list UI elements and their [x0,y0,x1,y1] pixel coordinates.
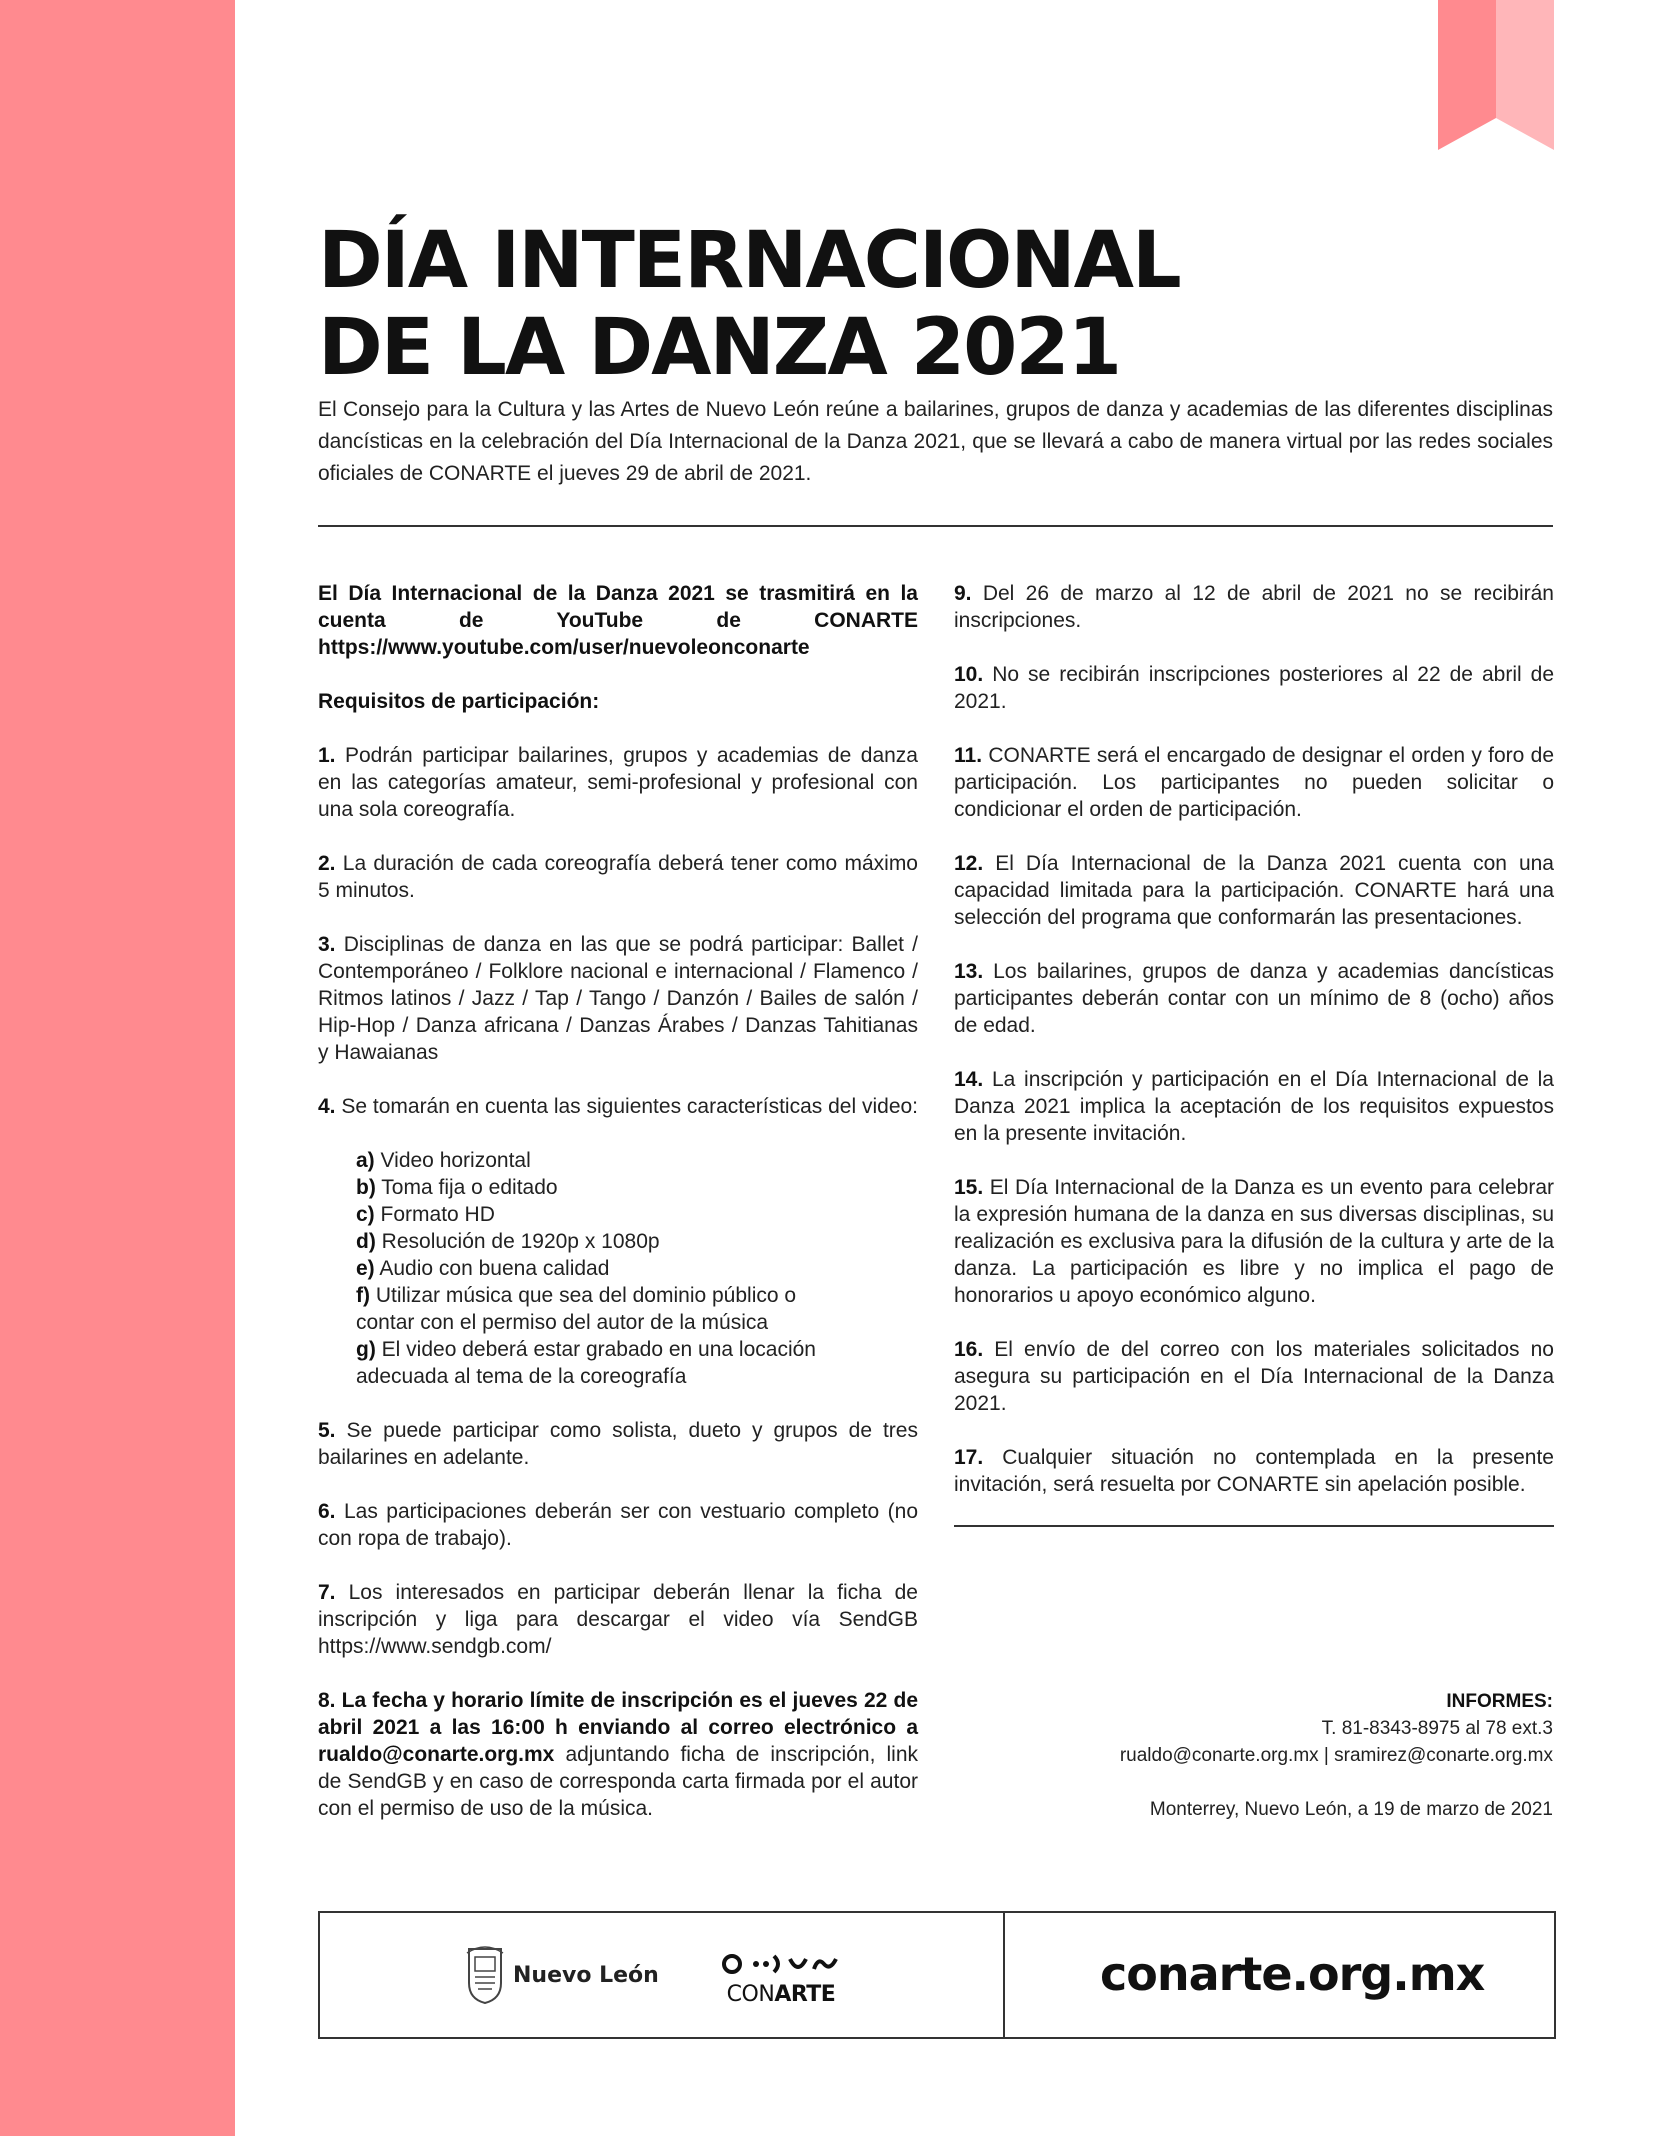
requirement-item-4: 4. Se tomarán en cuenta las siguientes características del video: [318,1095,919,1118]
video-characteristic-item: c) Formato HD [356,1203,495,1226]
video-characteristic-item: b) Toma fija o editado [356,1176,558,1199]
right-column [954,580,1554,1527]
left-accent-bar [0,0,235,2136]
requirement-item-14: 14. La inscripción y participación en el Día Internacional de la Danza 2021 implica la aceptación de los requisitos expuestos en la presente invitación. [954,1068,1554,1145]
video-characteristics-list [318,1147,918,1390]
section-divider [318,525,1553,527]
conarte-symbol-icon [722,1953,840,1975]
requirement-item-5: 5. Se puede participar como solista, dueto y grupos de tres bailarines en adelante. [318,1419,918,1469]
page-title [318,218,1180,392]
intro-paragraph: El Consejo para la Cultura y las Artes de Nuevo León reúne a bailarines, grupos de danza y academias de las diferentes disciplinas dancísticas en la celebración del Día Internacional de la Danza 2021, que se llevará a cabo de manera virtual por las redes sociales oficiales de CONARTE el jueves 29 de abril de 2021. [318,398,1553,485]
requirement-item-9: 9. Del 26 de marzo al 12 de abril de 2021 no se recibirán inscripciones. [954,582,1554,632]
bookmark-ribbon-icon [1438,0,1554,150]
title-line-1: DÍA INTERNACIONAL [318,216,1180,306]
requirement-item-6: 6. Las participaciones deberán ser con vestuario completo (no con ropa de trabajo). [318,1500,918,1550]
informes-emails: rualdo@conarte.org.mx | sramirez@conarte.org.mx [1119,1745,1553,1766]
video-characteristic-continuation: contar con el permiso del autor de la música [356,1311,769,1334]
broadcast-note: El Día Internacional de la Danza 2021 se trasmitirá en la cuenta de YouTube de CONARTE https://www.youtube.com/user/nuevoleonconarte [318,582,918,659]
website-link[interactable]: conarte.org.mx [1100,1947,1485,2001]
video-characteristic-item: f) Utilizar música que sea del dominio público o [356,1284,797,1307]
requirement-item-3: 3. Disciplinas de danza en las que se podrá participar: Ballet / Contemporáneo / Folklore nacional e internacional / Flamenco / Ritmos latinos / Jazz / Tap / Tango / Danzón / Bailes de salón / Hip-Hop / Danza africana / Danzas Árabes / Danzas Tahitianas y Hawaianas [318,933,918,1064]
video-characteristic-item: a) Video horizontal [356,1149,531,1172]
requisitos-heading: Requisitos de participación: [318,690,600,713]
requirement-item-17: 17. Cualquier situación no contemplada en la presente invitación, será resuelta por CONARTE sin apelación posible. [954,1446,1554,1496]
conarte-wordmark: CONARTE [726,1982,836,2007]
nuevo-leon-logo [465,1943,659,2007]
place-and-date: Monterrey, Nuevo León, a 19 de marzo de 2021 [1149,1799,1553,1820]
requirement-item-13: 13. Los bailarines, grupos de danza y academias dancísticas participantes deberán contar con un mínimo de 8 (ocho) años de edad. [954,960,1554,1037]
requirement-item-11: 11. CONARTE será el encargado de designar el orden y foro de participación. Los participantes no pueden solicitar o condicionar el orden de participación. [954,744,1554,821]
video-characteristic-item: g) El video deberá estar grabado en una locación [356,1338,816,1361]
requirement-item-2: 2. La duración de cada coreografía deberá tener como máximo 5 minutos. [318,852,918,902]
requirement-item-10: 10. No se recibirán inscripciones posteriores al 22 de abril de 2021. [954,663,1554,713]
informes-block [1120,1688,1553,1823]
requirement-item-16: 16. El envío de del correo con los materiales solicitados no asegura su participación en el Día Internacional de la Danza 2021. [954,1338,1554,1415]
informes-heading: INFORMES: [1446,1691,1553,1712]
requirement-item-15: 15. El Día Internacional de la Danza es un evento para celebrar la expresión humana de la danza en sus diversas disciplinas, su realización es exclusiva para la difusión de la cultura y arte de la danza. La participación es libre y no implica el pago de honorarios u apoyo económico alguno. [954,1176,1554,1307]
requirement-item-12: 12. El Día Internacional de la Danza 2021 cuenta con una capacidad limitada para la participación. CONARTE hará una selección del programa que conformarán las presentaciones. [954,852,1554,929]
state-seal-icon [465,1943,505,2007]
requirement-item-7: 7. Los interesados en participar deberán llenar la ficha de inscripción y liga para descargar el video vía SendGB https://www.sendgb.com/ [318,1581,918,1658]
nuevo-leon-text: Nuevo León [513,1962,659,1988]
footer-divider [1003,1913,1005,2037]
left-column [318,580,918,1849]
video-characteristic-item: e) Audio con buena calidad [356,1257,610,1280]
video-characteristic-continuation: adecuada al tema de la coreografía [356,1365,687,1388]
requirement-item-8: 8. La fecha y horario límite de inscripción es el jueves 22 de abril 2021 a las 16:00 h enviando al correo electrónico a rualdo@conarte.org.mx adjuntando ficha de inscripción, link de SendGB y en caso de corresponda carta firmada por el autor con el permiso de uso de la música. [318,1689,918,1820]
requirement-item-1: 1. Podrán participar bailarines, grupos y academias de danza en las categorías amateur, semi-profesional y profesional con una sola coreografía. [318,744,918,821]
conarte-logo [722,1953,840,2007]
right-column-divider [954,1525,1554,1527]
title-line-2: DE LA DANZA 2021 [318,303,1120,393]
footer-logos [318,1911,1556,2039]
video-characteristic-item: d) Resolución de 1920p x 1080p [356,1230,660,1253]
informes-phone: T. 81-8343-8975 al 78 ext.3 [1321,1718,1553,1739]
